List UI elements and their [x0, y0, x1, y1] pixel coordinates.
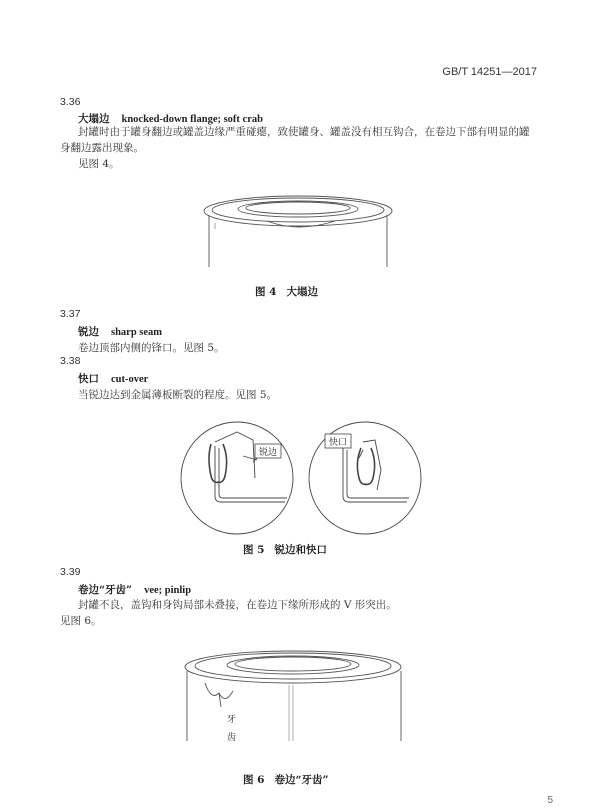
figure-reference: 见图 6。 — [60, 615, 102, 627]
definition: 卷边顶部内侧的锋口。见图 5。 — [78, 342, 225, 354]
clause-number: 3.37 — [60, 308, 81, 320]
figure-5-drawing — [175, 418, 435, 538]
figure-4-caption: 图 4 大塌边 — [255, 286, 318, 298]
figure-reference: 见图 4。 — [78, 158, 120, 170]
term-heading: 卷边“牙齿” vee; pinlip — [78, 584, 192, 596]
term-heading: 快口 cut-over — [78, 373, 149, 385]
clause-number: 3.36 — [60, 96, 81, 108]
term-heading: 锐边 sharp seam — [78, 326, 163, 338]
figure-5-caption: 图 5 锐边和快口 — [243, 544, 327, 556]
clause-number: 3.38 — [60, 355, 81, 367]
term-en: knocked-down flange; soft crab — [121, 114, 263, 125]
figure-4-drawing — [195, 185, 405, 280]
callout-cut-over: 快口 — [328, 438, 348, 448]
definition — [60, 597, 548, 629]
page-number: 5 — [547, 795, 553, 806]
definition: 当锐边达到金属薄板断裂的程度。见图 5。 — [78, 389, 278, 401]
callout-vee-1: 牙 — [227, 715, 237, 725]
callout-sharp-seam: 锐边 — [258, 448, 278, 458]
figure-6-drawing — [175, 645, 415, 755]
standard-code: GB/T 14251—2017 — [442, 66, 537, 78]
clause-number: 3.39 — [60, 566, 81, 578]
definition-line: 封罐不良，盖钩和身钩局部未叠接，在卷边下缘所形成的 V 形突出。 — [78, 599, 397, 611]
definition-line: 封罐时由于罐身翻边或罐盖边缘严重碰瘪，致使罐身、罐盖没有相互钩合，在卷边下部有明显的罐 — [78, 126, 530, 138]
definition — [60, 124, 548, 172]
definition-line: 身翻边露出现象。 — [60, 142, 144, 154]
callout-vee-2: 齿 — [227, 733, 237, 743]
figure-6-caption: 图 6 卷边“牙齿” — [243, 774, 329, 786]
term-cn: 大塌边 — [78, 113, 110, 125]
